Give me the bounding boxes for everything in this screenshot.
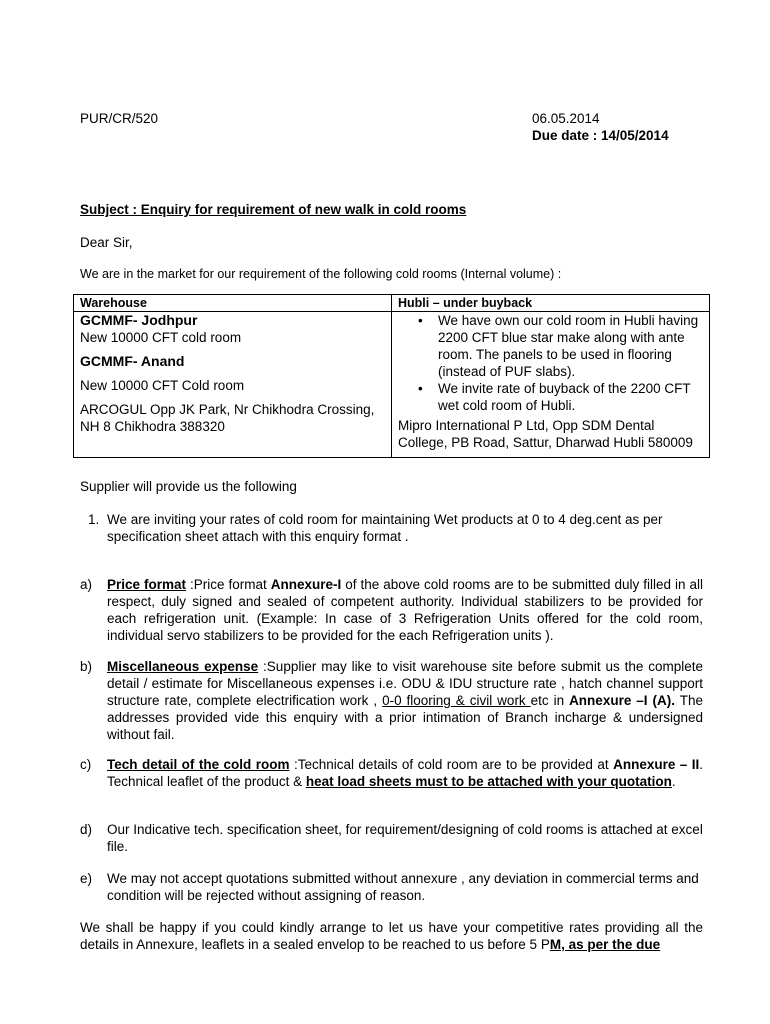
bullet-icon: • xyxy=(418,381,423,396)
closing-text: We shall be happy if you could kindly arrange to let us have your competitive rates providing all the details in Annexure, leaflets in a sealed envelop to be reached to us before 5 P xyxy=(80,920,703,952)
price-format-title: Price format xyxy=(107,577,187,592)
heat-load-note: heat load sheets must to be attached with your quotation xyxy=(305,774,672,789)
item-d xyxy=(80,821,703,855)
intro-text: We are in the market for our requirement of the following cold rooms (Internal volume) : xyxy=(80,267,562,281)
item-text: We are inviting your rates of cold room for maintaining Wet products at 0 to 4 deg.cent as per specification sheet attach with this enquiry format . xyxy=(107,512,663,544)
item-c xyxy=(80,756,703,790)
annexure-label: Annexure –I (A). xyxy=(569,693,675,708)
item-text: etc in xyxy=(530,693,570,708)
item-body xyxy=(107,576,703,644)
annexure-label: Annexure-I xyxy=(270,577,342,592)
item-marker: d) xyxy=(80,822,93,837)
item-text: The addresses provided vide this enquiry with a prior intimation of Branch incharge & undersigned without fail. xyxy=(107,693,703,742)
hubli-cell xyxy=(392,312,710,458)
item-b xyxy=(80,658,703,743)
closing-paragraph xyxy=(80,919,703,953)
cold-room-table xyxy=(73,294,710,458)
item-body xyxy=(107,756,703,790)
table-header-row xyxy=(74,295,710,312)
table-row xyxy=(74,312,710,458)
item-text: Our Indicative tech. specification sheet, for requirement/designing of cold rooms is attached at excel file. xyxy=(107,822,703,854)
warehouse-cell xyxy=(74,312,392,458)
warehouse-jodhpur: GCMMF- Jodhpur xyxy=(80,312,198,328)
item-text: :Price format xyxy=(186,577,271,592)
hubli-bullet-1: We have own our cold room in Hubli having 2200 CFT blue star make along with ante room. The panels to be used in flooring (instead of PUF slabs). xyxy=(438,313,699,379)
due-date: Due date : 14/05/2014 xyxy=(532,128,669,143)
item-text: :Technical details of cold room are to be provided at xyxy=(289,757,614,772)
hubli-header: Hubli – under buyback xyxy=(392,295,710,312)
hubli-bullets xyxy=(392,312,703,414)
bullet-icon: • xyxy=(418,313,423,328)
numbered-item-1 xyxy=(88,511,703,545)
warehouse-anand: GCMMF- Anand xyxy=(80,353,185,369)
item-marker: c) xyxy=(80,757,92,772)
jodhpur-desc: New 10000 CFT cold room xyxy=(80,330,242,345)
item-text: . Technical leaflet of the product & xyxy=(107,757,704,789)
warehouse-header: Warehouse xyxy=(74,295,392,312)
item-text: of the above cold rooms are to be submitted duly filled in all respect, duly signed and sealed of competent authority. Individual stabilizers to be provided for each refrigeration unit. (Example: In case of 3 Refrigeration Units offered for the cold room, individual servo stabilizers to be provided for the each Refrigeration units ). xyxy=(107,577,703,643)
reference-number: PUR/CR/520 xyxy=(80,111,159,126)
item-a xyxy=(80,576,703,644)
letter-date: 06.05.2014 xyxy=(532,111,600,126)
item-text: We may not accept quotations submitted without annexure , any deviation in commercial terms and condition will be rejected without assigning of reason. xyxy=(107,871,699,903)
item-marker: 1. xyxy=(88,512,100,527)
list-item xyxy=(392,312,703,380)
item-marker: b) xyxy=(80,659,93,674)
list-item xyxy=(392,380,703,414)
annexure-label: Annexure – II xyxy=(613,757,700,772)
item-marker: e) xyxy=(80,871,93,886)
due-note: M, as per the due xyxy=(549,937,661,952)
anand-desc: New 10000 CFT Cold room xyxy=(80,378,245,393)
misc-expense-title: Miscellaneous expense xyxy=(107,659,259,674)
item-marker: a) xyxy=(80,577,93,592)
salutation: Dear Sir, xyxy=(80,235,133,250)
hubli-address: Mipro International P Ltd, Opp SDM Dental College, PB Road, Sattur, Dharwad Hubli 580009 xyxy=(398,418,693,450)
item-text: . xyxy=(671,774,676,789)
anand-address: ARCOGUL Opp JK Park, Nr Chikhodra Crossing, NH 8 Chikhodra 388320 xyxy=(80,402,375,434)
subject-line: Subject : Enquiry for requirement of new walk in cold rooms xyxy=(80,202,467,217)
supplier-intro: Supplier will provide us the following xyxy=(80,479,297,494)
item-text: :Supplier may like to visit warehouse site before submit us the complete detail / estimate for Miscellaneous expenses i.e. ODU & IDU structure rate , hatch channel support structure rate, complete electrification work , xyxy=(107,659,703,708)
item-body xyxy=(107,658,703,743)
hubli-bullet-2: We invite rate of buyback of the 2200 CFT wet cold room of Hubli. xyxy=(438,381,691,413)
item-e xyxy=(80,870,703,904)
flooring-note: 0-0 flooring & civil work xyxy=(382,693,531,708)
tech-detail-title: Tech detail of the cold room xyxy=(107,757,290,772)
